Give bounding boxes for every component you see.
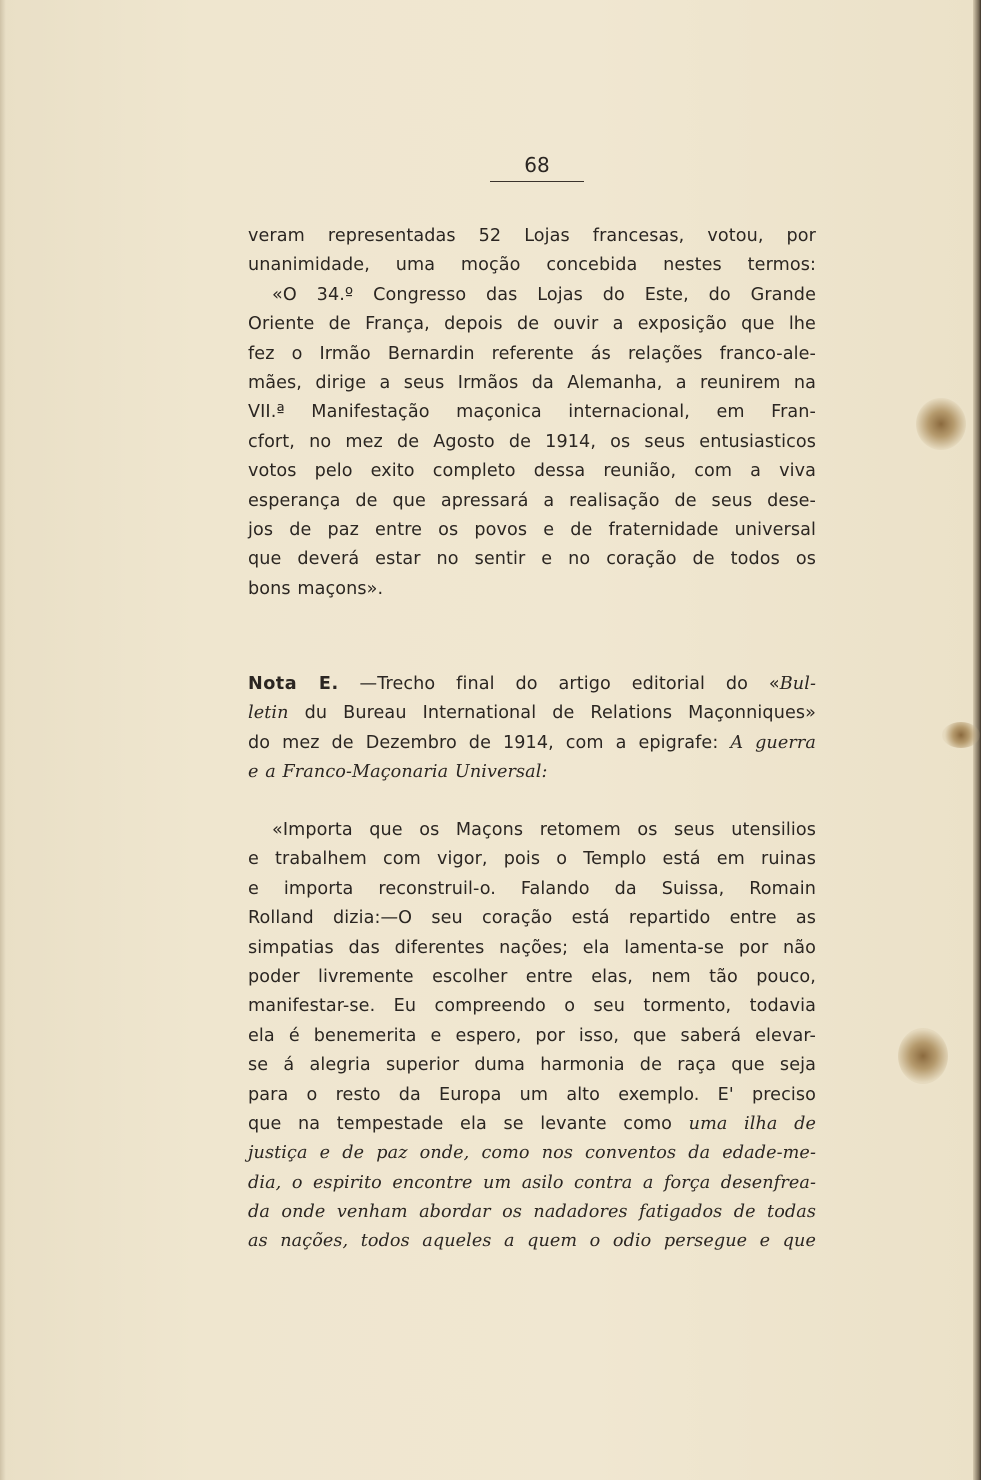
- text-line: [248, 1110, 816, 1139]
- text-line: poder livremente escolher entre elas, nem tão pouco,: [248, 966, 816, 987]
- nota-italic: A guerra: [730, 732, 816, 753]
- nota-label: Nota E.: [248, 674, 339, 694]
- quote-paragraph: [248, 816, 816, 1257]
- text-line: votos pelo exito completo dessa reunião, com a viva: [248, 461, 816, 482]
- text-line: [248, 699, 816, 728]
- quote-italic: dia, o espirito encontre um asilo contra a força desenfrea-: [248, 1172, 816, 1193]
- nota-italic: e a Franco-Maçonaria Universal:: [248, 762, 548, 783]
- nota-italic: letin: [248, 703, 289, 724]
- text-line: [248, 1198, 816, 1227]
- quote-italic: uma ilha de: [688, 1113, 816, 1134]
- text-line: esperança de que apressará a realisação de seus dese-: [248, 490, 816, 511]
- text-line: bons maçons».: [248, 578, 384, 599]
- foxing-stain: [898, 1028, 948, 1084]
- text-line: [248, 670, 816, 699]
- text-line: mães, dirige a seus Irmãos da Alemanha, a reunirem na: [248, 372, 816, 393]
- text-line: se á alegria superior duma harmonia de raça que seja: [248, 1055, 816, 1076]
- nota-e-paragraph: [248, 670, 816, 788]
- text-line: e importa reconstruil-o. Falando da Suissa, Romain: [248, 878, 816, 899]
- text-line: «O 34.º Congresso das Lojas do Este, do Grande: [272, 284, 816, 305]
- text-line: VII.ª Manifestação maçonica internacional, em Fran-: [248, 402, 816, 423]
- text-line: veram representadas 52 Lojas francesas, votou, por: [248, 226, 816, 246]
- page-left-edge: [0, 0, 6, 1480]
- page-number: 68: [524, 153, 550, 177]
- nota-text: —Trecho final do artigo editorial do «: [338, 674, 780, 694]
- quote-italic: da onde venham abordar os nadadores fatigados de todas: [248, 1202, 816, 1223]
- text-line: [248, 1169, 816, 1198]
- text-line: Rolland dizia:—O seu coração está repartido entre as: [248, 908, 816, 929]
- quote-italic: as nações, todos aqueles a quem o odio persegue e que: [248, 1231, 816, 1252]
- text-line: [248, 758, 816, 787]
- text-line: que deverá estar no sentir e no coração de todos os: [248, 549, 816, 570]
- text-line: fez o Irmão Bernardin referente ás relações franco-ale-: [248, 343, 816, 364]
- paragraph-1: [248, 222, 816, 604]
- foxing-stain: [942, 722, 980, 748]
- text-line: [248, 1139, 816, 1168]
- text-line: [248, 1227, 816, 1256]
- quote-text: que na tempestade ela se levante como: [248, 1113, 689, 1134]
- text-line: manifestar-se. Eu compreendo o seu tormento, todavia: [248, 996, 816, 1017]
- text-line: jos de paz entre os povos e de fraternidade universal: [248, 519, 816, 540]
- text-line: ela é benemerita e espero, por isso, que saberá elevar-: [248, 1025, 816, 1046]
- text-line: para o resto da Europa um alto exemplo. E' preciso: [248, 1084, 816, 1105]
- text-line: unanimidade, uma moção concebida nestes termos:: [248, 255, 816, 276]
- nota-italic: Bul-: [779, 674, 816, 694]
- text-line: simpatias das diferentes nações; ela lamenta-se por não: [248, 937, 816, 958]
- nota-text: do mez de Dezembro de 1914, com a epigrafe:: [248, 732, 731, 753]
- page-number-rule: [490, 181, 584, 182]
- nota-text: du Bureau International de Relations Maçonniques»: [288, 703, 816, 724]
- text-line: e trabalhem com vigor, pois o Templo está em ruinas: [248, 849, 816, 870]
- quote-italic: justiça e de paz onde, como nos conventos da edade-me-: [248, 1143, 816, 1164]
- text-line: «Importa que os Maçons retomem os seus utensilios: [272, 820, 816, 840]
- foxing-stain: [916, 398, 966, 450]
- text-line: [248, 729, 816, 758]
- text-line: cfort, no mez de Agosto de 1914, os seus entusiasticos: [248, 431, 816, 452]
- text-line: Oriente de França, depois de ouvir a exposição que lhe: [248, 314, 816, 335]
